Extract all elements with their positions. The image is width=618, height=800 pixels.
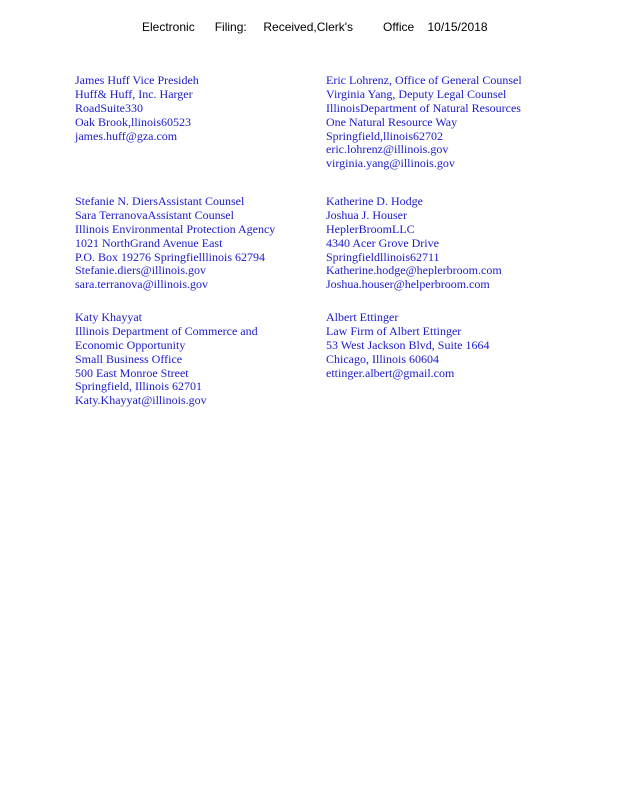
contact-line: Sara TerranovaAssistant Counsel (75, 207, 234, 222)
contact-email: sara.terranova@illinois.gov (75, 277, 209, 292)
contact-line: Illinois Department of Commerce and (75, 323, 258, 338)
contact-line: Illinois Environmental Protection Agency (75, 221, 276, 236)
contact-block-lohrenz (326, 74, 522, 171)
contact-block-diers (75, 195, 275, 292)
contact-line: P.O. Box 19276 Springfielllinois 62794 (75, 249, 266, 264)
contact-line: Virginia Yang, Deputy Legal Counsel (326, 86, 507, 101)
contact-line: Small Business Office (75, 351, 183, 366)
contact-line: Springfield, Illinois 62701 (75, 379, 202, 394)
contact-line: 4340 Acer Grove Drive (326, 235, 439, 250)
contact-line: Springfield,llinois62702 (326, 128, 443, 143)
contact-line: Albert Ettinger (326, 310, 399, 324)
contact-line: HeplerBroomLLC (326, 221, 415, 236)
contact-line: 500 East Monroe Street (75, 365, 189, 380)
contact-line: Eric Lohrenz, Office of General Counsel (326, 73, 522, 87)
contact-block-hodge (326, 195, 502, 292)
contact-line: Stefanie N. DiersAssistant Counsel (75, 194, 245, 208)
contact-email: Katy.Khayyat@illinois.gov (75, 393, 207, 408)
filing-header: Electronic Filing: Received,Clerk's Office 10/15/2018 (142, 20, 488, 34)
contact-line: Chicago, Illinois 60604 (326, 351, 439, 366)
contact-line: Springfieldllinois62711 (326, 249, 440, 264)
contact-email: james.huff@gza.com (75, 128, 178, 143)
contact-line: 53 West Jackson Blvd, Suite 1664 (326, 337, 490, 352)
contact-line: Joshua J. Houser (326, 207, 407, 222)
contact-email: Katherine.hodge@heplerbroom.com (326, 263, 502, 278)
contact-block-ettinger (326, 311, 489, 380)
contact-line: Law Firm of Albert Ettinger (326, 323, 462, 338)
contact-line: Economic Opportunity (75, 337, 186, 352)
contact-line: Oak Brook,llinois60523 (75, 114, 191, 129)
contact-email: ettinger.albert@gmail.com (326, 365, 455, 380)
contact-line: RoadSuite330 (75, 100, 143, 115)
contact-email: Stefanie.diers@illinois.gov (75, 263, 207, 278)
contact-email: Joshua.houser@helperbroom.com (326, 277, 490, 292)
contact-line: IllinoisDepartment of Natural Resources (326, 100, 521, 115)
contact-email: eric.lohrenz@illinois.gov (326, 142, 449, 157)
contact-block-huff (75, 74, 199, 143)
contact-email: virginia.yang@illinois.gov (326, 156, 455, 171)
contact-line: Katherine D. Hodge (326, 194, 423, 208)
contact-line: James Huff Vice Presideh (75, 73, 199, 87)
contact-line: Katy Khayyat (75, 310, 142, 324)
contact-line: One Natural Resource Way (326, 114, 458, 129)
contact-block-khayyat (75, 311, 258, 408)
contact-line: 1021 NorthGrand Avenue East (75, 235, 223, 250)
contact-line: Huff& Huff, Inc. Harger (75, 86, 193, 101)
